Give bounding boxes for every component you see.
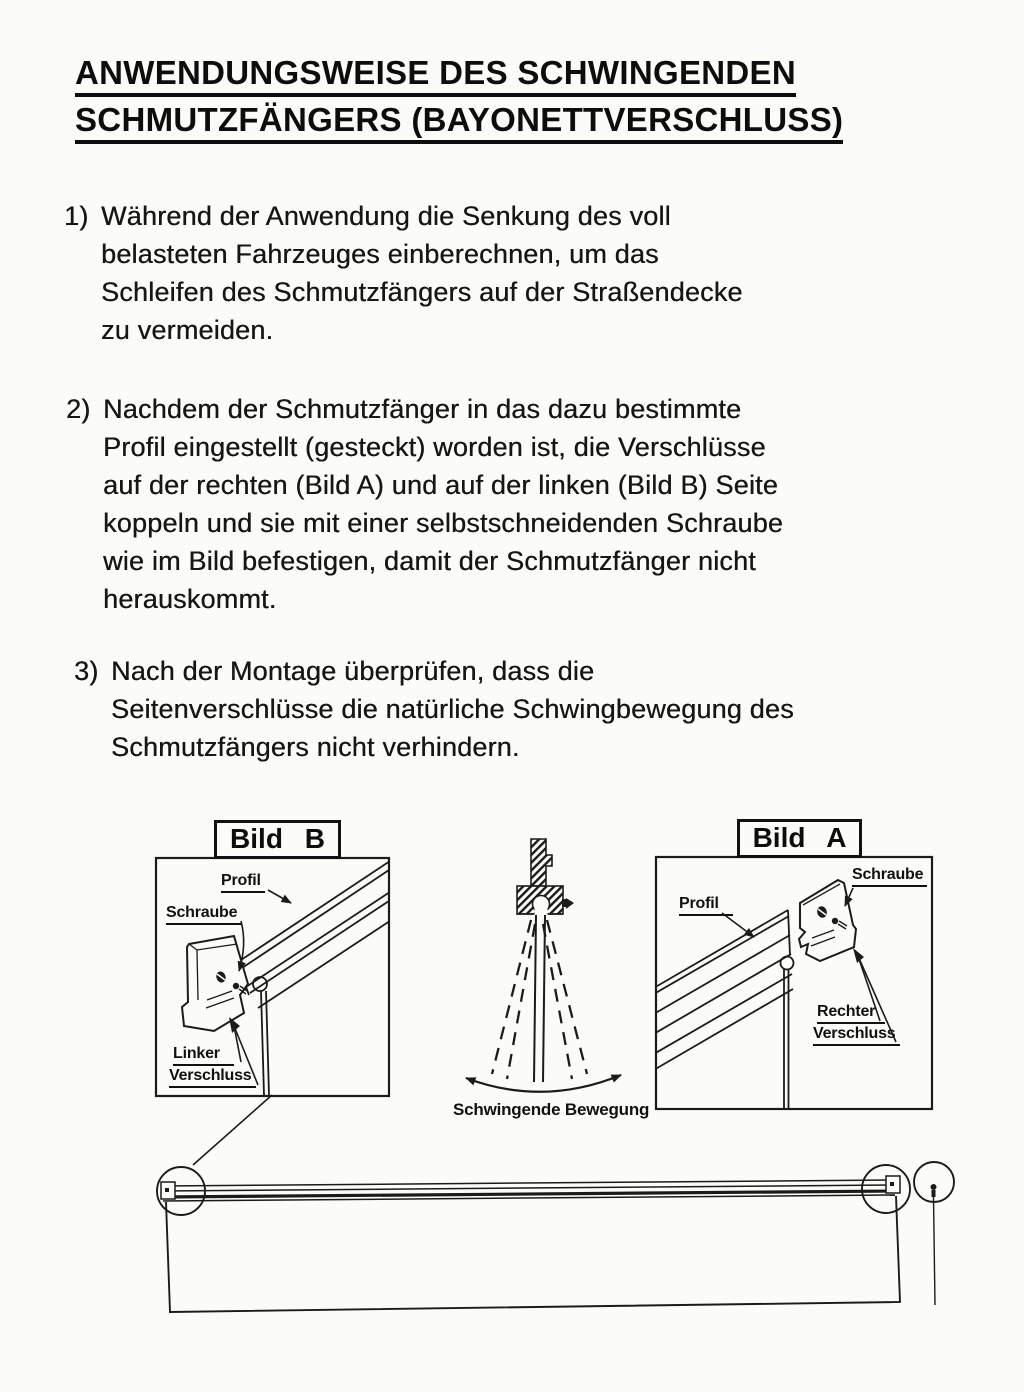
figure-overview-flap (157, 1095, 954, 1312)
step-number: 1) (64, 201, 89, 231)
page-title-line-2: SCHMUTZFÄNGERS (BAYONETTVERSCHLUSS) (75, 103, 843, 144)
text-line: Nach der Montage überprüfen, dass die (111, 656, 595, 686)
text-line: herauskommt. (103, 584, 277, 614)
page-title-line-1: ANWENDUNGSWEISE DES SCHWINGENDEN (75, 56, 796, 97)
bild-b-label-schraube: Schraube (166, 904, 241, 925)
bild-b-flap-edge (261, 991, 264, 1095)
figure-swing-motion (466, 839, 621, 1092)
text-line: Schmutzfängers nicht verhindern. (111, 732, 520, 762)
text-line: Schleifen des Schmutzfängers auf der Straßendecke (101, 277, 743, 307)
text-line: koppeln und sie mit einer selbstschneidenden Schraube (103, 508, 784, 538)
bild-a-label-schraube: Schraube (852, 866, 927, 887)
bild-b-left-lock-bracket (182, 936, 248, 1031)
swing-flap (534, 915, 545, 1082)
bild-a-label-rechter: Rechter (817, 1003, 885, 1024)
bild-a-label-verschluss: Verschluss (813, 1025, 900, 1046)
bild-a-title-box: Bild A (737, 819, 862, 858)
overview-flap-body (166, 1196, 900, 1312)
text-line: auf der rechten (Bild A) und auf der linken (Bild B) Seite (103, 470, 778, 500)
swing-dashed-positions (492, 920, 587, 1079)
bild-a-profile-rail (640, 910, 794, 1108)
bild-b-label-verschluss: Verschluss (169, 1067, 256, 1088)
bild-b-label-linker: Linker (173, 1045, 234, 1066)
text-line: Während der Anwendung die Senkung des voll (101, 201, 671, 231)
overview-callout-line (193, 1095, 272, 1165)
bild-a-label-profil: Profil (679, 895, 733, 916)
bild-b-label-profil: Profil (221, 872, 265, 893)
swing-motion-caption: Schwingende Bewegung (453, 1100, 650, 1119)
swing-profile-cross-section (517, 839, 574, 916)
text-line: belasteten Fahrzeuges einberechnen, um das (101, 239, 659, 269)
bild-b-title-box: Bild B (214, 820, 341, 859)
step-number: 2) (66, 394, 91, 424)
text-line: Profil eingestellt (gesteckt) worden ist, die Verschlüsse (103, 432, 766, 462)
bild-a-right-lock-bracket (799, 880, 856, 961)
overview-rail (161, 1176, 900, 1201)
text-line: Seitenverschlüsse die natürliche Schwingbewegung des (111, 694, 794, 724)
step-number: 3) (74, 656, 99, 686)
text-line: wie im Bild befestigen, damit der Schmutzfänger nicht (103, 546, 756, 576)
text-line: zu vermeiden. (101, 315, 274, 345)
text-line: Nachdem der Schmutzfänger in das dazu bestimmte (103, 394, 742, 424)
